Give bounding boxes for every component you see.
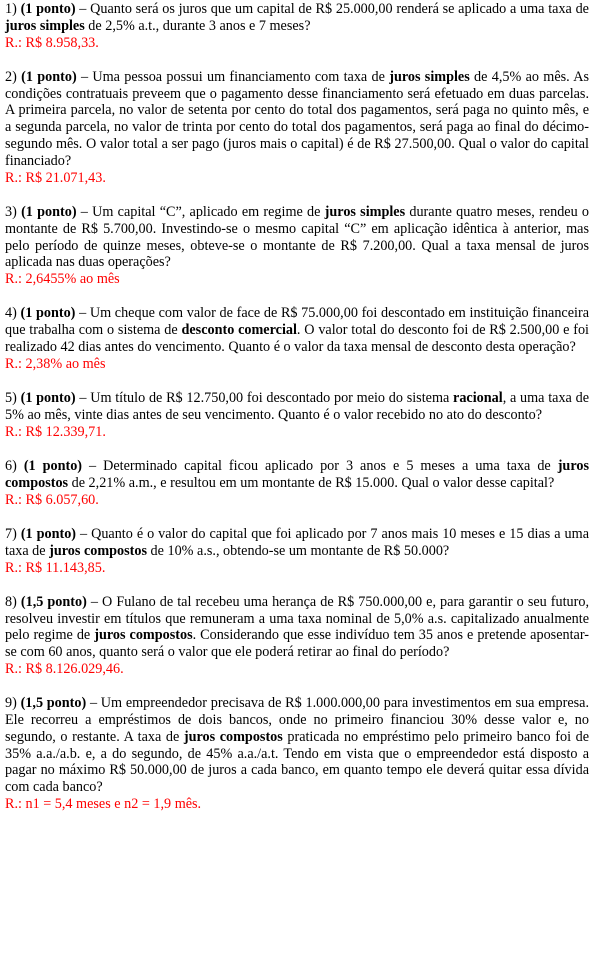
answer-text: R.: R$ 12.339,71.	[5, 423, 106, 440]
question-number: 2)	[5, 68, 17, 85]
question-6	[5, 458, 589, 508]
question-text-part-a: – Um empreendedor precisava de R$ 1.000.000,00 para investimentos em sua empresa. Ele recorreu a empréstimos de dois bancos, onde no primeiro financiou 30% desse valor e, no segundo, o restante. A taxa de	[5, 695, 590, 745]
question-keyword: juros simples	[389, 68, 470, 85]
question-text-part-b: de 4,5% ao mês. As condições contratuais preveem que o pagamento desse financiamento será efetuado em duas parcelas. A primeira parcela, no valor de setenta por cento do total dos pagamentos, será paga no quinto mês, e a segunda parcela, no valor de trinta por cento do total dos pagamentos, será paga ao final do décimo-segundo mês. O valor total a ser pago (juros mais o capital) é de R$ 27.500,00. Qual o valor do capital financiado?	[5, 68, 589, 169]
question-text-part-a: – O Fulano de tal recebeu uma herança de R$ 750.000,00 e, para garantir o seu futuro, resolveu investir em títulos que remuneram a uma taxa nominal de 5,0% a.s. capitalizado anualmente pelo regime de	[5, 593, 590, 644]
spacer	[5, 441, 589, 459]
question-points: (1 ponto)	[20, 525, 77, 542]
question-number: 9)	[5, 695, 17, 712]
question-keyword: juros simples	[5, 17, 85, 34]
question-number: 1)	[5, 1, 17, 17]
question-text-part-a: – Um título de R$ 12.750,00 foi descontado por meio do sistema	[75, 390, 454, 407]
question-text	[5, 526, 589, 560]
question-text-part-b: de 2,5% a.t., durante 3 anos e 7 meses?	[84, 17, 311, 34]
question-number: 5)	[5, 390, 17, 407]
question-text	[5, 390, 589, 424]
question-text-part-b: . Considerando que esse indivíduo tem 35 anos e pretende aposentar-se com 60 anos, quanto será o valor que ele poderá retirar ao final do período?	[5, 627, 589, 661]
question-1	[5, 1, 589, 51]
question-points: (1 ponto)	[20, 1, 76, 17]
question-text	[5, 305, 589, 355]
question-number: 4)	[5, 305, 17, 322]
question-number: 7)	[5, 525, 17, 542]
question-text-part-b: durante quatro meses, rendeu o montante de R$ 5.700,00. Investindo-se o mesmo capital “C” em aplicação idêntica à anterior, mas pelo período de quinze meses, obteve-se o montante de R$ 7.200,00. Qual a taxa mensal de juros aplicada nas duas operações?	[5, 203, 590, 271]
spacer	[5, 373, 589, 391]
question-text-part-a: – Determinado capital ficou aplicado por 3 anos e 5 meses a uma taxa de	[82, 458, 558, 475]
question-3	[5, 204, 589, 288]
question-8	[5, 594, 589, 678]
answer-text: R.: 2,38% ao mês	[5, 355, 106, 372]
question-text-part-a: – Quanto será os juros que um capital de R$ 25.000,00 renderá se aplicado a uma taxa de	[75, 1, 589, 17]
question-number: 8)	[5, 593, 17, 610]
question-text-part-a: – Quanto é o valor do capital que foi aplicado por 7 anos mais 10 meses e 15 dias a uma taxa de	[5, 525, 589, 559]
question-text-part-a: – Uma pessoa possui um financiamento com taxa de	[76, 68, 390, 85]
question-points: (1 ponto)	[23, 458, 83, 475]
question-keyword: juros simples	[324, 203, 406, 220]
question-text-part-b: . O valor total do desconto foi de R$ 2.500,00 e foi realizado 42 dias antes do vencimento. Quanto é o valor da taxa mensal de desconto desta operação?	[5, 322, 589, 356]
question-keyword: desconto comercial	[181, 322, 297, 339]
question-4	[5, 305, 589, 372]
question-text	[5, 594, 589, 661]
question-2	[5, 69, 589, 187]
question-number: 6)	[5, 458, 17, 475]
question-number: 3)	[5, 203, 17, 220]
question-keyword: racional	[453, 390, 503, 407]
question-text-part-b: de 10% a.s., obtendo-se um montante de R$ 50.000?	[147, 542, 450, 559]
question-points: (1 ponto)	[21, 203, 77, 220]
question-text	[5, 204, 589, 271]
spacer	[5, 508, 589, 526]
answer-text: R.: R$ 8.126.029,46.	[5, 661, 124, 677]
question-points: (1 ponto)	[21, 68, 77, 85]
answer-text: R.: 2,6455% ao mês	[5, 271, 120, 288]
question-7	[5, 526, 589, 576]
spacer	[5, 678, 589, 696]
question-text	[5, 458, 589, 492]
answer-text: R.: R$ 11.143,85.	[5, 559, 106, 576]
question-points: (1,5 ponto)	[20, 695, 87, 712]
question-text-part-a: – Um cheque com valor de face de R$ 75.000,00 foi descontado em instituição financeira que trabalha com o sistema de	[5, 305, 589, 339]
question-keyword: juros compostos	[94, 627, 193, 644]
question-keyword: juros compostos	[5, 458, 589, 491]
spacer	[5, 576, 589, 594]
question-text	[5, 69, 589, 170]
question-5	[5, 390, 589, 440]
spacer	[5, 51, 589, 69]
answer-text: R.: n1 = 5,4 meses e n2 = 1,9 mês.	[5, 796, 202, 813]
question-keyword: juros compostos	[49, 542, 147, 559]
question-text	[5, 1, 589, 35]
question-points: (1 ponto)	[20, 305, 76, 322]
question-text-part-a: – Um capital “C”, aplicado em regime de	[76, 203, 325, 220]
question-text	[5, 695, 589, 796]
answer-text: R.: R$ 21.071,43.	[5, 169, 106, 186]
question-text-part-b: de 2,21% a.m., e resultou em um montante de R$ 15.000. Qual o valor desse capital?	[68, 474, 555, 491]
question-points: (1 ponto)	[20, 390, 76, 407]
question-points: (1,5 ponto)	[20, 593, 87, 610]
spacer	[5, 186, 589, 204]
answer-text: R.: R$ 8.958,33.	[5, 34, 99, 51]
question-keyword: juros compostos	[183, 728, 283, 745]
question-text-part-b: , a uma taxa de 5% ao mês, vinte dias antes de seu vencimento. Quanto é o valor recebido no ato do desconto?	[5, 390, 589, 423]
answer-text: R.: R$ 6.057,60.	[5, 491, 99, 508]
question-text-part-b: praticada no empréstimo pelo primeiro banco foi de 35% a.a./a.b. e, a do segundo, de 45% a.a./a.t. Tendo em vista que o empreendedor está disposto a pagar no máximo R$ 50.000,00 de juros a cada banco, em quanto tempo ele deverá quitar essa dívida com cada banco?	[5, 728, 589, 796]
spacer	[5, 288, 589, 306]
question-9	[5, 695, 589, 813]
